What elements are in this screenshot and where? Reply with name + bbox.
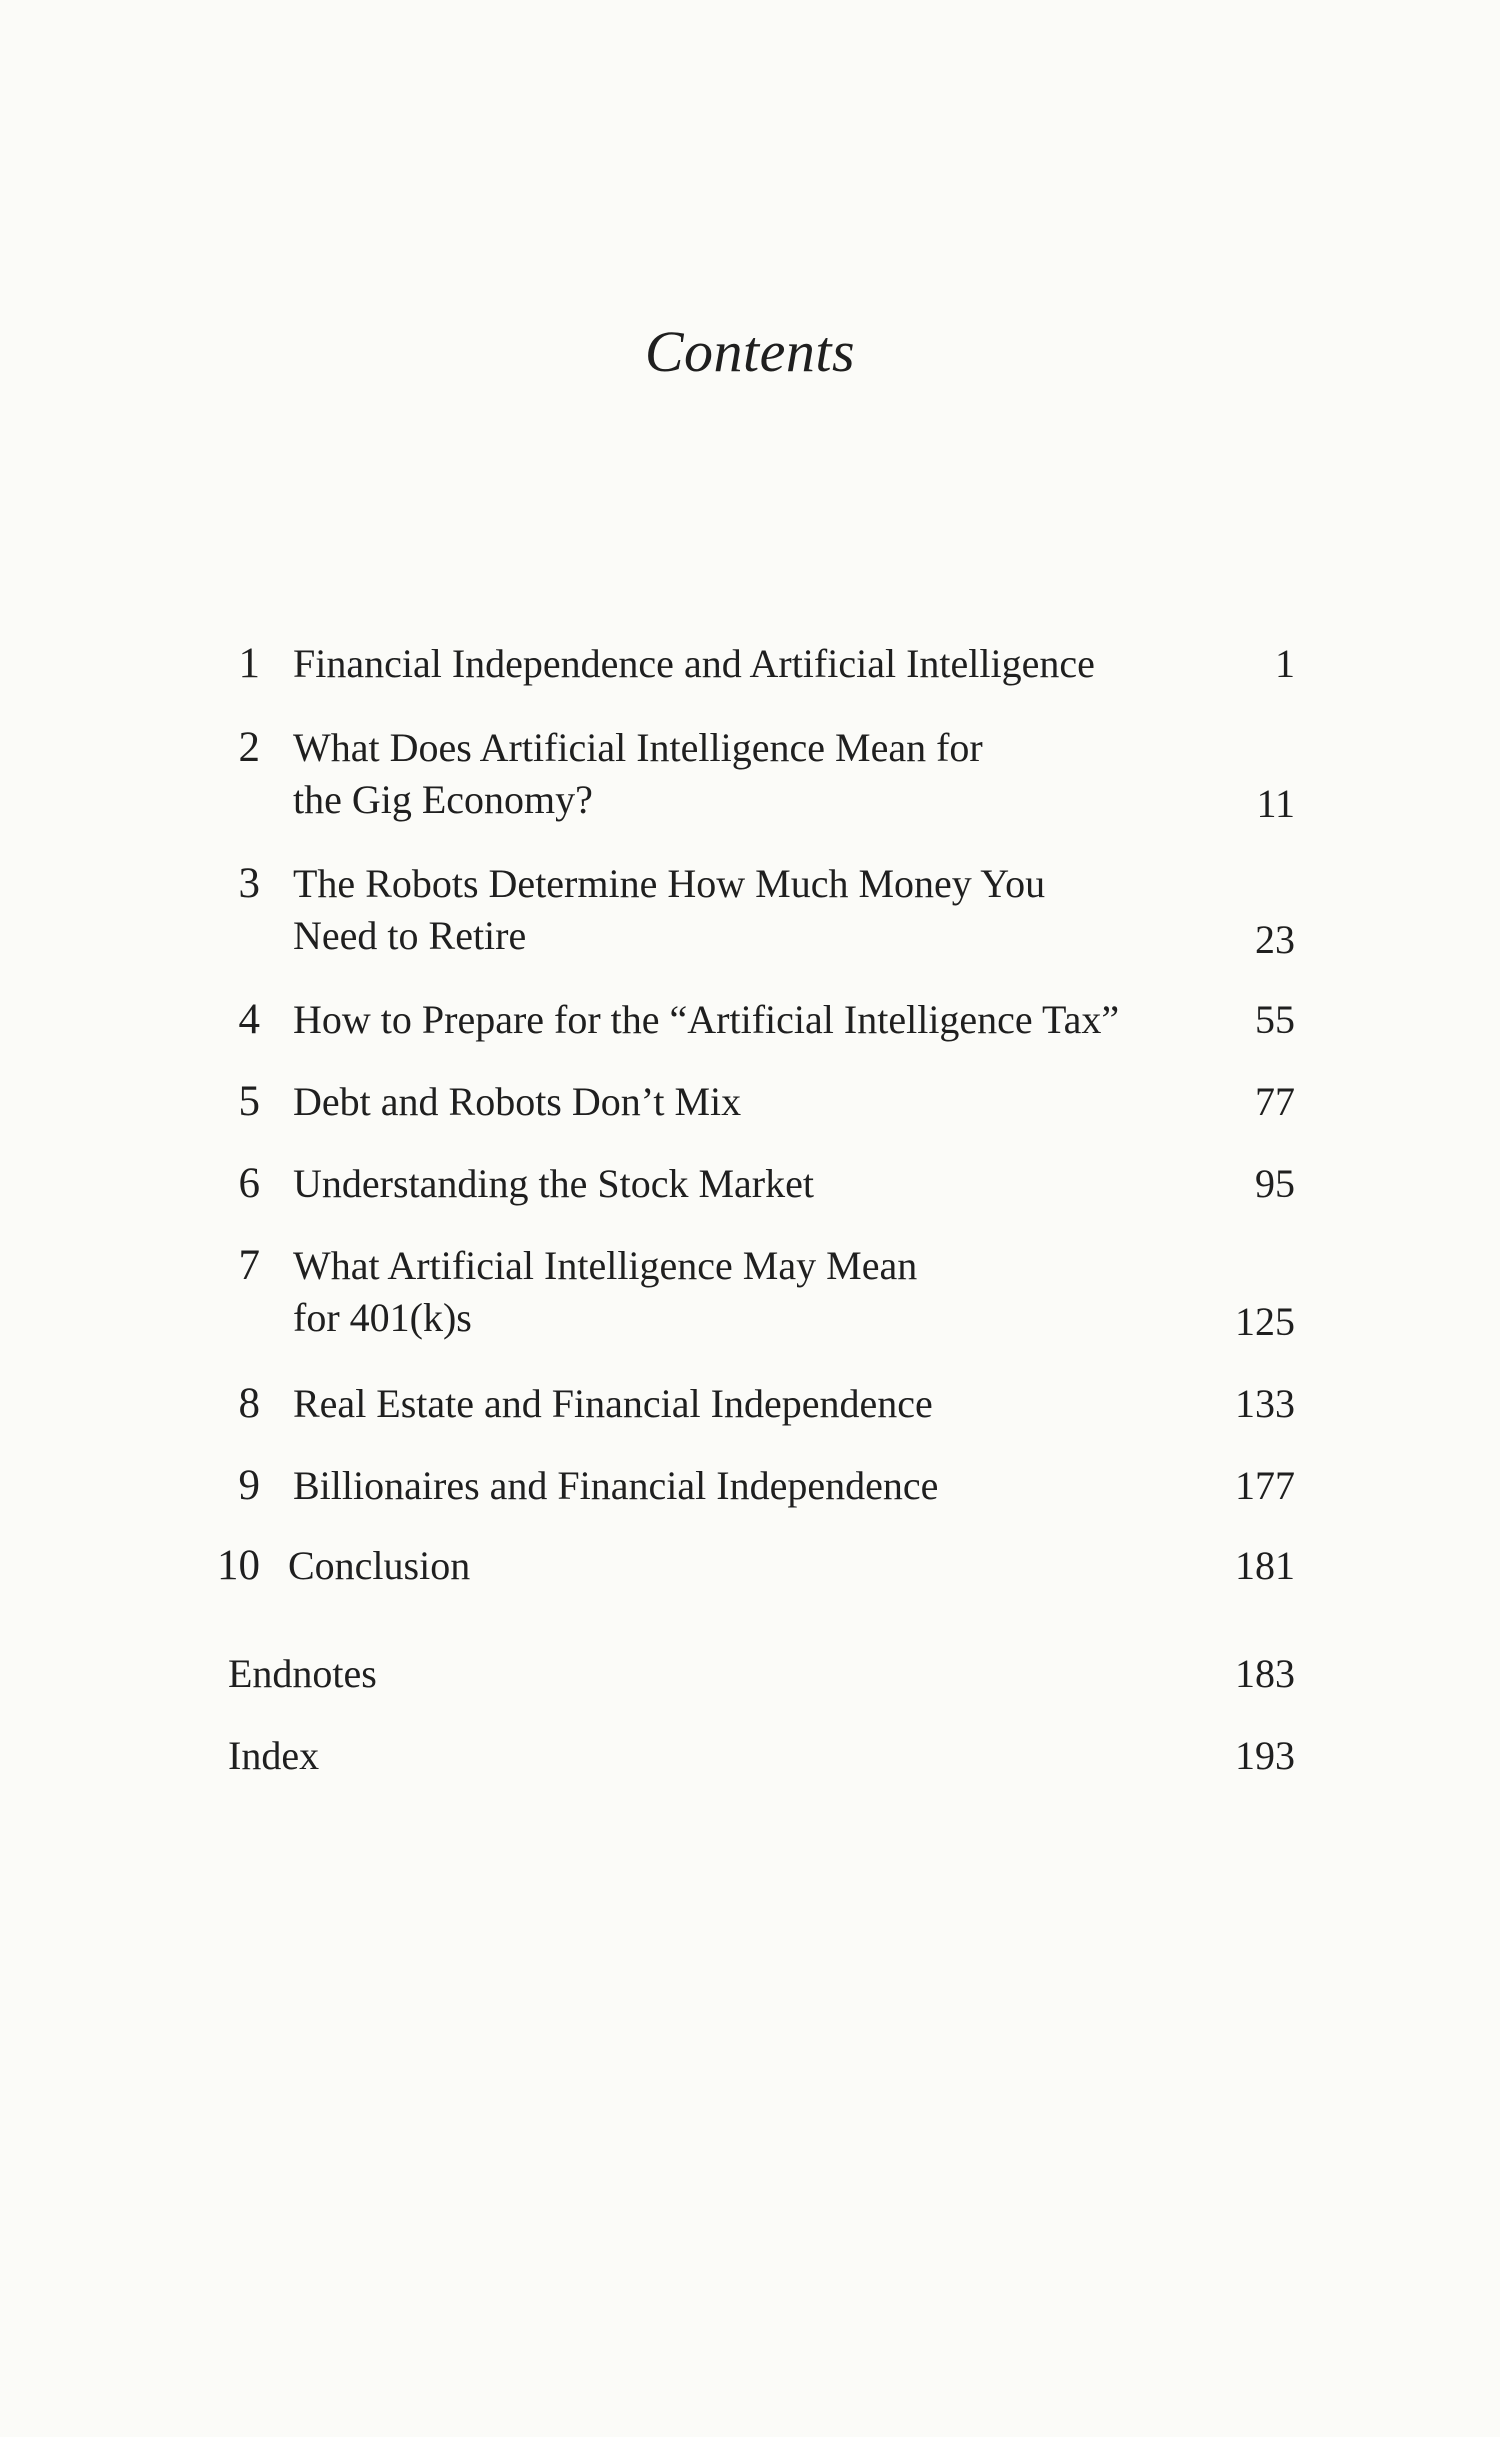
- chapter-number: 4: [238, 996, 260, 1043]
- page-number: 55: [1255, 997, 1295, 1042]
- chapter-title: What Artificial Intelligence May Mean for 401(k)s: [293, 1243, 918, 1340]
- chapter-number: 3: [238, 860, 260, 907]
- chapter-title: The Robots Determine How Much Money You Need to Retire: [293, 861, 1046, 958]
- chapter-number: 5: [238, 1078, 260, 1125]
- page-number: 125: [1235, 1299, 1295, 1344]
- chapter-number: 7: [238, 1242, 260, 1289]
- page-number: 1: [1275, 641, 1295, 686]
- chapter-number: 9: [238, 1462, 260, 1509]
- page-number: 133: [1235, 1381, 1295, 1426]
- chapter-title: Understanding the Stock Market: [293, 1161, 814, 1206]
- chapter-title: Financial Independence and Artificial Intelligence: [293, 641, 1095, 686]
- chapter-title: Real Estate and Financial Independence: [293, 1381, 933, 1426]
- chapter-title: What Does Artificial Intelligence Mean for the Gig Economy?: [293, 725, 983, 822]
- chapter-number: 6: [238, 1160, 260, 1207]
- back-matter-title: Endnotes: [228, 1651, 377, 1696]
- chapter-number: 1: [238, 640, 260, 687]
- chapter-number: 8: [238, 1380, 260, 1427]
- page-number: 11: [1256, 781, 1295, 826]
- page-number: 177: [1235, 1463, 1295, 1508]
- page-title: Contents: [644, 319, 856, 384]
- page-number: 181: [1235, 1543, 1295, 1588]
- page-number: 23: [1255, 917, 1295, 962]
- page-number: 183: [1235, 1651, 1295, 1696]
- chapter-title: Debt and Robots Don’t Mix: [293, 1079, 742, 1124]
- back-matter-title: Index: [228, 1733, 320, 1778]
- page-number: 95: [1255, 1161, 1295, 1206]
- chapter-title: How to Prepare for the “Artificial Intelligence Tax”: [293, 997, 1120, 1042]
- page-number: 77: [1255, 1079, 1295, 1124]
- chapter-title: Billionaires and Financial Independence: [293, 1463, 939, 1508]
- page-number: 193: [1235, 1733, 1295, 1778]
- chapter-number: 2: [238, 724, 260, 771]
- chapter-title: Conclusion: [288, 1543, 471, 1588]
- chapter-number: 10: [217, 1542, 260, 1589]
